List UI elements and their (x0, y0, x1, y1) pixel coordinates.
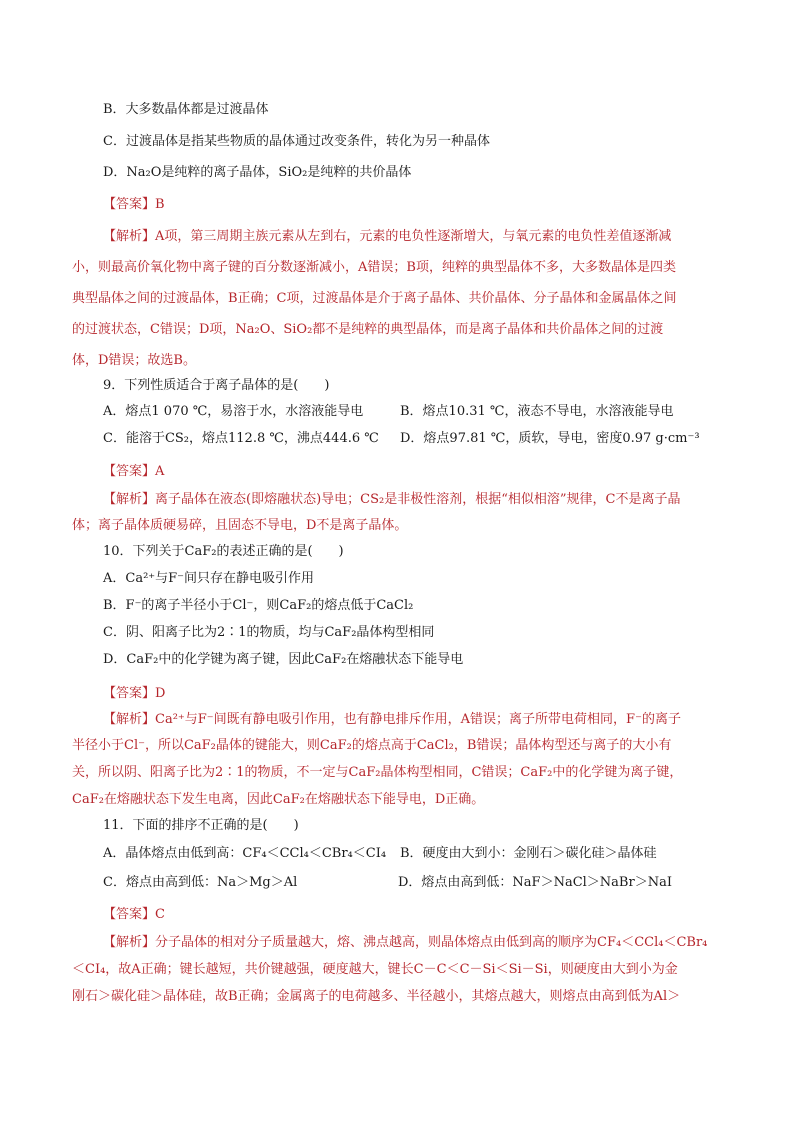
explanation-text: 离子晶体在液态(即熔融状态)导电；CS₂是非极性溶剂，根据“相似相溶”规律，C不是离子晶 (155, 492, 681, 507)
explanation-tag: 【解析】 (103, 492, 156, 507)
answer-tag: 【答案】 (103, 907, 156, 922)
q9-option-d: D．熔点97.81 ℃，质软，导电，密度0.97 g·cm⁻³ (400, 431, 700, 446)
q8-option-c: C．过渡晶体是指某些物质的晶体通过改变条件，转化为另一种晶体 (103, 134, 490, 149)
answer-tag: 【答案】 (103, 464, 156, 479)
q10-option-a: A．Ca²⁺与F⁻间只存在静电吸引作用 (103, 571, 315, 586)
answer-value: C (155, 907, 165, 922)
q9-option-b: B．熔点10.31 ℃，液态不导电，水溶液能导电 (400, 404, 674, 419)
q9-option-a: A．熔点1 070 ℃，易溶于水，水溶液能导电 (103, 404, 364, 419)
explanation-tag: 【解析】 (103, 712, 156, 727)
q11-option-b: B．硬度由大到小：金刚石＞碳化硅＞晶体硅 (400, 846, 657, 861)
q10-explanation-line-2: 半径小于Cl⁻，所以CaF₂晶体的键能大，则CaF₂的熔点高于CaCl₂，B错误；晶体构型还与离子的大小有 (72, 738, 672, 753)
q9-stem: 9．下列性质适合于离子晶体的是( ) (103, 378, 330, 393)
q10-explanation-line-4: CaF₂在熔融状态下发生电离，因此CaF₂在熔融状态下能导电，D正确。 (72, 792, 485, 807)
q8-option-d: D．Na₂O是纯粹的离子晶体，SiO₂是纯粹的共价晶体 (103, 165, 412, 180)
explanation-text: Ca²⁺与F⁻间既有静电吸引作用，也有静电排斥作用，A错误；离子所带电荷相同，F⁻的离子 (155, 712, 681, 727)
q8-explanation-line-5: 体，D错误；故选B。 (72, 353, 196, 368)
q11-answer (103, 906, 165, 924)
answer-tag: 【答案】 (103, 686, 156, 701)
q11-option-a: A．晶体熔点由低到高：CF₄＜CCl₄＜CBr₄＜CI₄ (103, 846, 387, 861)
q10-option-c: C．阴、阳离子比为2∶1的物质，均与CaF₂晶体构型相同 (103, 625, 435, 640)
answer-value: A (155, 464, 165, 479)
q8-explanation-line-1 (103, 228, 671, 246)
q11-explanation-line-1 (103, 934, 707, 952)
q10-explanation-line-3: 关，所以阴、阳离子比为2∶1的物质，不一定与CaF₂晶体构型相同，C错误；CaF₂中的化学键为离子键， (72, 765, 683, 780)
q10-stem: 10．下列关于CaF₂的表述正确的是( ) (103, 544, 344, 559)
explanation-tag: 【解析】 (103, 229, 156, 244)
q8-answer (103, 196, 165, 214)
answer-value: B (155, 197, 165, 212)
q11-stem: 11．下面的排序不正确的是( ) (103, 818, 299, 833)
q10-explanation-line-1 (103, 711, 681, 729)
q11-option-d: D．熔点由高到低：NaF＞NaCl＞NaBr＞NaI (398, 875, 672, 890)
answer-tag: 【答案】 (103, 197, 156, 212)
q9-explanation-line-1 (103, 491, 680, 509)
q9-option-c: C．能溶于CS₂，熔点112.8 ℃，沸点444.6 ℃ (103, 431, 379, 446)
q9-answer (103, 463, 164, 481)
answer-value: D (155, 686, 166, 701)
q11-explanation-line-3: 刚石＞碳化硅＞晶体硅，故B正确；金属离子的电荷越多、半径越小，其熔点越大，则熔点由高到低为Al＞ (72, 989, 681, 1004)
q8-explanation-line-2: 小，则最高价氧化物中离子键的百分数逐渐减小，A错误；B项，纯粹的典型晶体不多，大多数晶体是四类 (72, 260, 676, 275)
explanation-tag: 【解析】 (103, 935, 156, 950)
q11-explanation-line-2: ＜CI₄，故A正确；键长越短，共价键越强，硬度越大，键长C－C＜C－Si＜Si－Si，则硬度由大到小为金 (72, 962, 678, 977)
q8-explanation-line-4: 的过渡状态，C错误；D项，Na₂O、SiO₂都不是纯粹的典型晶体，而是离子晶体和共价晶体之间的过渡 (72, 322, 664, 337)
q10-option-d: D．CaF₂中的化学键为离子键，因此CaF₂在熔融状态下能导电 (103, 652, 464, 667)
q8-option-b: B．大多数晶体都是过渡晶体 (103, 102, 269, 117)
q10-option-b: B．F⁻的离子半径小于Cl⁻，则CaF₂的熔点低于CaCl₂ (103, 598, 414, 613)
q8-explanation-line-3: 典型晶体之间的过渡晶体，B正确；C项，过渡晶体是介于离子晶体、共价晶体、分子晶体和金属晶体之间 (72, 291, 677, 306)
explanation-text: 分子晶体的相对分子质量越大，熔、沸点越高，则晶体熔点由低到高的顺序为CF₄＜CCl₄＜CBr₄ (155, 935, 708, 950)
q11-option-c: C．熔点由高到低：Na＞Mg＞Al (103, 875, 298, 890)
q9-explanation-line-2: 体；离子晶体质硬易碎，且固态不导电，D不是离子晶体。 (72, 518, 408, 533)
q10-answer (103, 685, 165, 703)
explanation-text: A项，第三周期主族元素从左到右，元素的电负性逐渐增大，与氧元素的电负性差值逐渐减 (155, 229, 672, 244)
